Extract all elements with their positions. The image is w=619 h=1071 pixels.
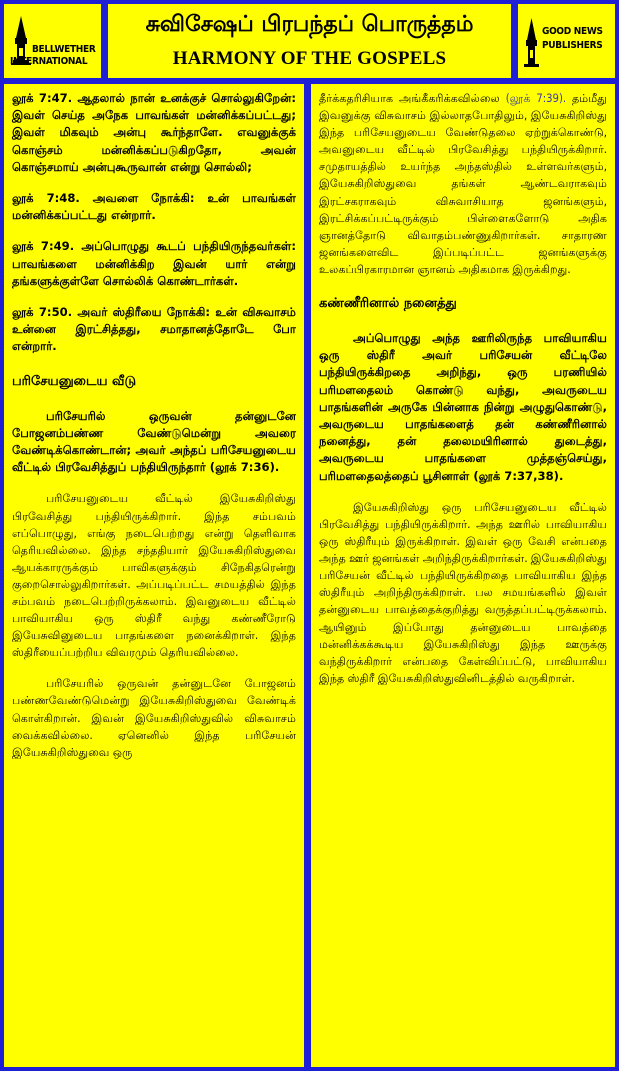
commentary-paragraph-1: பரிசேயனுடைய வீட்டில் இயேசுகிறிஸ்து பிரவேசித்து பந்தியிருக்கிறார். இந்த சம்பவம் எப்பொழுது, எங்கு நடைபெற்றது என்று தெளிவாக தெரியவில்லை. இந்த சந்ததியார் இயேசுகிறிஸ்துவை ஆயக்காரருக்கும் பாவிகளுக்கும் சிநேகிதரென்று குறைசொல்லுகிறார்கள். அப்படிப்பட்ட சமயத்தில் இந்த சம்பவம் நடைபெற்றிருக்கலாம். இவனுடைய வீட்டில் பாவியாகிய ஒரு ஸ்திரீ வந்து கண்ணீரோடு இயேசுவினுடைய பாதங்களை நனைக்கிறாள். இந்த ஸ்திரீயைப்பற்றிய விவரமும் தெரியவில்லை.: [12, 492, 296, 660]
commentary-paragraph-3: இயேசுகிறிஸ்து ஒரு பரிசேயனுடைய வீட்டில் பிரவேசித்து பந்தியிருக்கிறார். அந்த ஊரில் பாவியாகிய ஒரு ஸ்திரீயும் இருக்கிறாள். இவள் ஒரு வேசி என்பதை அந்த ஊர் ஜனங்கள் அறிந்திருக்கிறார்கள். இயேசுகிறிஸ்து பரிசேயன் வீட்டில் பந்தியிருக்கிறதை பாவியாகிய இந்த ஸ்திரீயும் அறிந்திருக்கிறாள். பல சமயங்களில் இவள் தன்னுடைய பாவத்தைக்குறித்து வருத்தப்பட்டிருக்கலாம். ஆயினும் இப்போது தன்னுடைய பாவத்தை மன்னிக்கக்கூடிய இயேசுகிறிஸ்து இந்த ஊருக்கு வந்திருக்கிறார் என்பதை கேள்விப்பட்டு, பாவியாகிய இந்த ஸ்திரீ இயேசுகிறிஸ்துவினிடத்தில் வருகிறாள்.: [319, 500, 607, 685]
verse-luke-7-50: லூக் 7:50. அவர் ஸ்திரீயை நோக்கி: உன் விசுவாசம் உன்னை இரட்சித்தது, சமாதானத்தோடே போ என்றார்.: [12, 305, 296, 354]
header-title-panel: [108, 4, 511, 78]
left-column: [4, 84, 304, 1067]
verse-luke-7-47: லூக் 7:47. ஆதலால் நான் உனக்குச் சொல்லுகிறேன்: இவள் செய்த அநேக பாவங்கள் மன்னிக்கப்பட்டது; இவள் மிகவும் அன்பு கூர்ந்தாளே. எவனுக்குக் கொஞ்சம் மன்னிக்கப்படுகிறதோ, அவன் கொஞ்சமாய் அன்புகூருவான் என்று சொல்லி;: [12, 91, 296, 174]
commentary-continuation: [319, 90, 607, 278]
good-news-logo: [518, 4, 615, 78]
commentary-paragraph-2: பரிசேயரில் ஒருவன் தன்னுடனே போஜனம் பண்ணவேண்டுமென்று இயேசுகிறிஸ்துவை வேண்டிக் கொள்கிறான். இவன் இயேசுகிறிஸ்துவில் விசுவாசம் வைக்கவில்லை. ஏனெனில் இந்த பரிசேயன் இயேசுகிறிஸ்துவை ஒரு: [12, 677, 296, 759]
right-column: [311, 84, 615, 1067]
verse-luke-7-49: லூக் 7:49. அப்பொழுது கூடப் பந்தியிருந்தவர்கள்: பாவங்களை மன்னிக்கிற இவன் யார் என்று தங்களுக்குள்ளே சொல்லிக் கொண்டார்கள்.: [12, 239, 296, 288]
scripture-paragraph: பரிசேயரில் ஒருவன் தன்னுடனே போஜனம்பண்ண வேண்டுமென்று அவரை வேண்டிக்கொண்டான்; அவர் அந்தப் பரிசேயனுடைய வீட்டில் பிரவேசித்துப் பந்தியிருந்தார் (லூக் 7:36).: [12, 408, 296, 475]
logo-line-2: PUBLISHERS: [542, 40, 603, 51]
scripture-paragraph: அப்பொழுது அந்த ஊரிலிருந்த பாவியாகிய ஒரு ஸ்திரீ அவர் பரிசேயன் வீட்டிலே பந்தியிருக்கிறதை அறிந்து, ஒரு பரணியில் பரிமளதைலம் கொண்டு வந்து, அவருடைய பாதங்களின் அருகே பின்னாக நின்று அழுதுகொண்டு, அவருடைய பாதங்களைத் தன் கண்ணீரினால் நனைத்து, தன் தலைமயிரினால் துடைத்து, அவருடைய பாதங்களை முத்தஞ்செய்து, பரிமளதைலத்தைப் பூசினாள் (லூக் 7:37,38).: [319, 331, 607, 483]
bellwether-logo: [4, 4, 101, 78]
continuation-text-b: தம்மீது இவனுக்கு விசுவாசம் இல்லாதபோதிலும், இயேசுகிறிஸ்து இந்த பரிசேயனுடைய வேண்டுதலை ஏற்றுக்கொண்டு, அவனுடைய வீட்டில் பிரவேசித்து பந்தியிருக்கிறார். சமுதாயத்தில் உயர்ந்த அந்தஸ்தில் உள்ளவர்களும், இயேசுகிறிஸ்துவை தங்கள் ஆண்டவராகவும் இரட்சகராகவும் விசுவாசியாத ஜனங்களும், இரட்சிக்கப்பட்டிருக்கும் பிள்ளைகளோடு அதிக ஞானத்தோடு விவாதம்பண்ணுகிறார்கள். சாதாரண ஜனங்களைவிட இப்படிப்பட்ட ஜனங்களுக்கு உலகப்பிரகாரமான ஞானம் அதிகமாக இருக்கிறது.: [319, 92, 607, 276]
logo-line-1: GOOD NEWS: [542, 26, 603, 37]
title-tamil: சுவிசேஷப் பிரபந்தப் பொருத்தம்: [145, 12, 474, 37]
continuation-text-a: தீர்க்கதரிசியாக அங்கீகரிக்கவில்லை: [319, 92, 500, 105]
title-english: HARMONY OF THE GOSPELS: [172, 48, 447, 69]
scripture-reference: (லூக் 7:39).: [505, 92, 567, 105]
logo-line-1: BELLWETHER: [32, 44, 96, 55]
section-heading-pharisee-house: பரிசேயனுடைய வீடு: [12, 373, 137, 389]
logo-line-2: INTERNATIONAL: [10, 56, 88, 67]
section-heading-tears: கண்ணீரினால் நனைத்து: [319, 296, 457, 312]
verse-luke-7-48: லூக் 7:48. அவளை நோக்கி: உன் பாவங்கள் மன்னிக்கப்பட்டது என்றார்.: [12, 191, 296, 223]
